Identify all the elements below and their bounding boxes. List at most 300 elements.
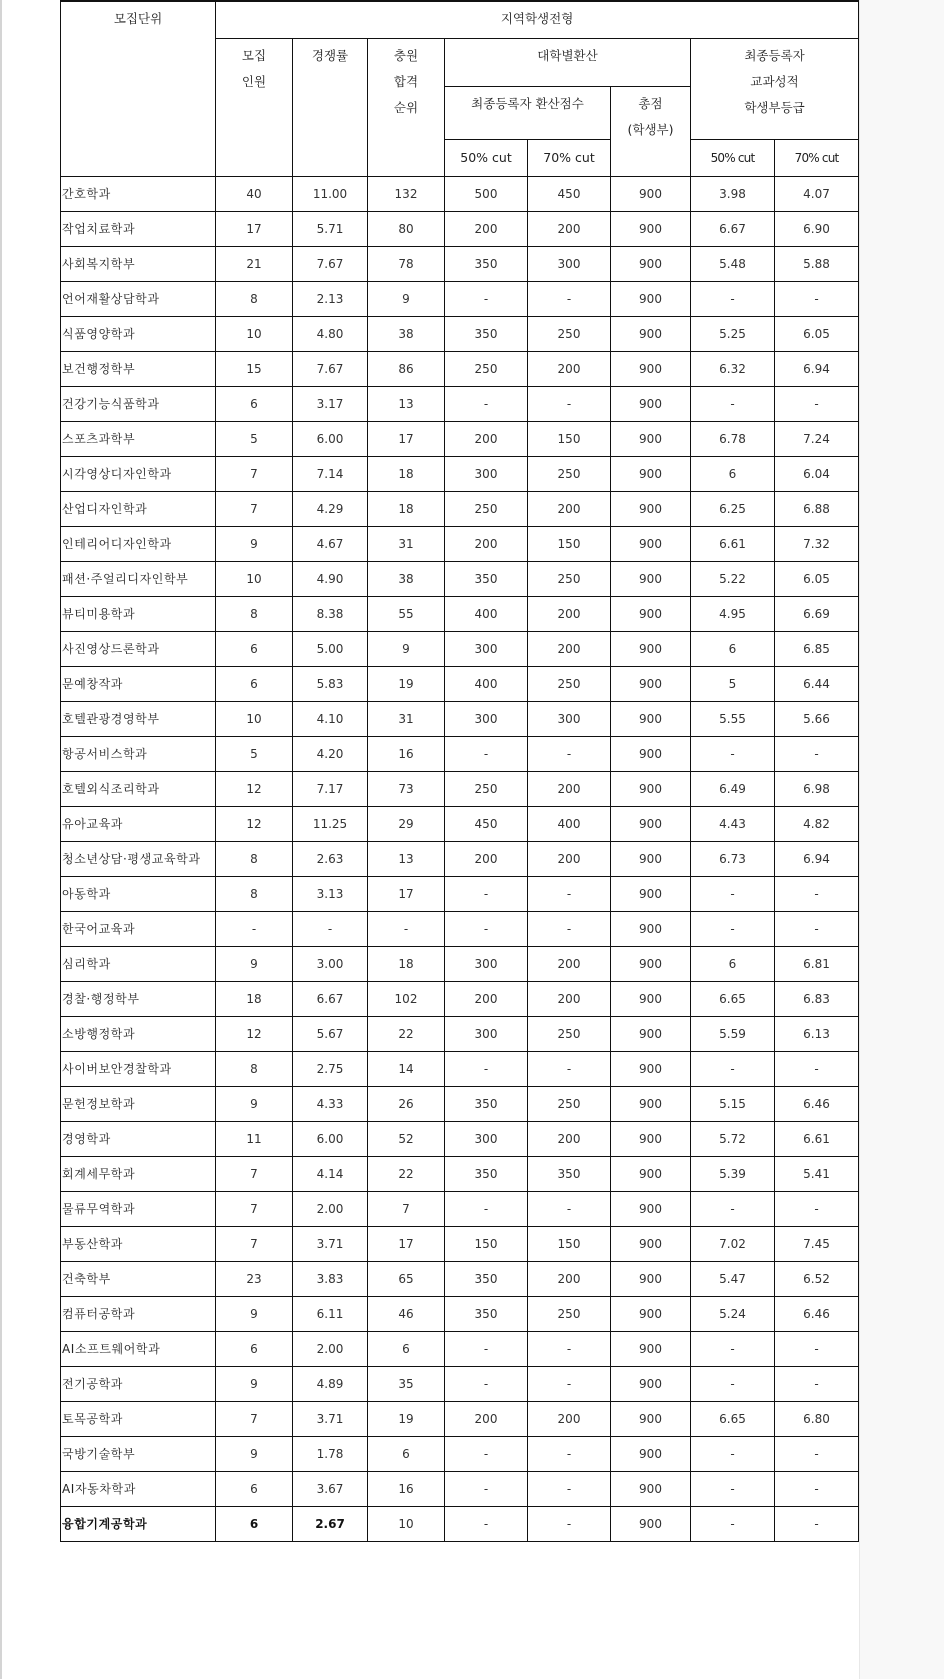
unit-name: 사이버보안경찰학과 (61, 1051, 216, 1086)
unit-name: 부동산학과 (61, 1226, 216, 1261)
quota-cell: 12 (216, 806, 293, 841)
waitlist-rank-cell: 132 (368, 176, 445, 211)
waitlist-rank-cell: 9 (368, 631, 445, 666)
grade-cut70-cell: 6.80 (775, 1401, 859, 1436)
conv-cut70-cell: - (528, 1506, 611, 1541)
total-score-cell: 900 (611, 1261, 691, 1296)
unit-name: 뷰티미용학과 (61, 596, 216, 631)
conv-cut50-cell: 200 (445, 981, 528, 1016)
grade-cut50-cell: - (691, 1366, 775, 1401)
unit-name: 건축학부 (61, 1261, 216, 1296)
waitlist-rank-cell: 29 (368, 806, 445, 841)
total-score-cell: 900 (611, 981, 691, 1016)
table-row (61, 1086, 859, 1121)
grade-cut70-cell: - (775, 1506, 859, 1541)
grade-cut70-cell: - (775, 1366, 859, 1401)
conv-cut50-cell: - (445, 1191, 528, 1226)
table-row (61, 911, 859, 946)
grade-cut50-cell: 3.98 (691, 176, 775, 211)
unit-name: 한국어교육과 (61, 911, 216, 946)
quota-cell: 9 (216, 1436, 293, 1471)
total-score-cell: 900 (611, 526, 691, 561)
conv-cut70-cell: 200 (528, 1261, 611, 1296)
conv-cut50-cell: 200 (445, 421, 528, 456)
table-row (61, 246, 859, 281)
total-score-cell: 900 (611, 806, 691, 841)
conv-cut70-cell: 200 (528, 211, 611, 246)
conv-cut70-cell: 250 (528, 666, 611, 701)
quota-cell: 7 (216, 1191, 293, 1226)
waitlist-rank-cell: 19 (368, 666, 445, 701)
quota-cell: 6 (216, 1471, 293, 1506)
conv-cut50-cell: 350 (445, 1296, 528, 1331)
grade-cut50-cell: - (691, 1506, 775, 1541)
header-unit: 모집단위 (61, 1, 216, 176)
conv-cut50-cell: 300 (445, 946, 528, 981)
grade-cut70-cell: 6.98 (775, 771, 859, 806)
conv-cut70-cell: 200 (528, 946, 611, 981)
table-row (61, 666, 859, 701)
competition-cell: 5.67 (293, 1016, 368, 1051)
unit-name: 인테리어디자인학과 (61, 526, 216, 561)
conv-cut50-cell: 200 (445, 841, 528, 876)
quota-cell: 7 (216, 491, 293, 526)
grade-cut50-cell: - (691, 1191, 775, 1226)
grade-cut50-cell: 6.61 (691, 526, 775, 561)
waitlist-rank-cell: 38 (368, 316, 445, 351)
unit-name: 물류무역학과 (61, 1191, 216, 1226)
competition-cell: 4.33 (293, 1086, 368, 1121)
unit-name: 문예창작과 (61, 666, 216, 701)
grade-cut70-cell: 6.81 (775, 946, 859, 981)
total-score-cell: 900 (611, 736, 691, 771)
competition-cell: 4.20 (293, 736, 368, 771)
waitlist-rank-cell: 73 (368, 771, 445, 806)
unit-name: 아동학과 (61, 876, 216, 911)
table-row (61, 281, 859, 316)
table-row (61, 1121, 859, 1156)
table-row (61, 561, 859, 596)
conv-cut70-cell: 250 (528, 1016, 611, 1051)
grade-cut50-cell: - (691, 1331, 775, 1366)
conv-cut70-cell: 200 (528, 981, 611, 1016)
quota-cell: 15 (216, 351, 293, 386)
header-quota: 모집 인원 (216, 38, 293, 176)
conv-cut70-cell: - (528, 1191, 611, 1226)
grade-cut70-cell: - (775, 1051, 859, 1086)
grade-cut70-cell: 5.41 (775, 1156, 859, 1191)
grade-cut70-cell: 6.46 (775, 1086, 859, 1121)
total-score-cell: 900 (611, 771, 691, 806)
table-row (61, 1331, 859, 1366)
grade-cut70-cell: 6.94 (775, 841, 859, 876)
conv-cut70-cell: 200 (528, 351, 611, 386)
competition-cell: 2.00 (293, 1191, 368, 1226)
grade-cut70-cell: 7.45 (775, 1226, 859, 1261)
grade-cut70-cell: - (775, 1191, 859, 1226)
grade-cut70-cell: 5.66 (775, 701, 859, 736)
competition-cell: 6.00 (293, 421, 368, 456)
unit-name: 스포츠과학부 (61, 421, 216, 456)
unit-name: 전기공학과 (61, 1366, 216, 1401)
total-score-cell: 900 (611, 1366, 691, 1401)
competition-cell: 2.13 (293, 281, 368, 316)
header-group: 지역학생전형 (216, 1, 859, 38)
grade-cut50-cell: 5 (691, 666, 775, 701)
conv-cut50-cell: - (445, 876, 528, 911)
quota-cell: - (216, 911, 293, 946)
grade-cut50-cell: - (691, 386, 775, 421)
unit-name: 호텔관광경영학부 (61, 701, 216, 736)
competition-cell: 3.17 (293, 386, 368, 421)
unit-name: AI소프트웨어학과 (61, 1331, 216, 1366)
quota-cell: 6 (216, 1331, 293, 1366)
waitlist-rank-cell: 18 (368, 456, 445, 491)
grade-cut50-cell: 5.55 (691, 701, 775, 736)
table-row (61, 981, 859, 1016)
competition-cell: 4.89 (293, 1366, 368, 1401)
quota-cell: 7 (216, 1156, 293, 1191)
waitlist-rank-cell: 55 (368, 596, 445, 631)
competition-cell: 3.13 (293, 876, 368, 911)
conv-cut50-cell: 300 (445, 1016, 528, 1051)
competition-cell: 11.00 (293, 176, 368, 211)
grade-cut50-cell: 6.73 (691, 841, 775, 876)
conv-cut70-cell: 200 (528, 1121, 611, 1156)
grade-cut50-cell: 4.43 (691, 806, 775, 841)
grade-cut50-cell: 6.32 (691, 351, 775, 386)
conv-cut50-cell: 250 (445, 351, 528, 386)
waitlist-rank-cell: 17 (368, 421, 445, 456)
grade-cut50-cell: - (691, 281, 775, 316)
waitlist-rank-cell: 35 (368, 1366, 445, 1401)
waitlist-rank-cell: 19 (368, 1401, 445, 1436)
waitlist-rank-cell: 52 (368, 1121, 445, 1156)
quota-cell: 10 (216, 316, 293, 351)
conv-cut50-cell: - (445, 1331, 528, 1366)
total-score-cell: 900 (611, 281, 691, 316)
table-row (61, 1191, 859, 1226)
table-row (61, 841, 859, 876)
competition-cell: 2.67 (293, 1506, 368, 1541)
grade-cut50-cell: - (691, 1471, 775, 1506)
competition-cell: 4.10 (293, 701, 368, 736)
unit-name: 패션·주얼리디자인학부 (61, 561, 216, 596)
table-body (61, 176, 859, 1541)
unit-name: 사진영상드론학과 (61, 631, 216, 666)
quota-cell: 8 (216, 1051, 293, 1086)
table-row (61, 1366, 859, 1401)
unit-name: 경찰·행정학부 (61, 981, 216, 1016)
total-score-cell: 900 (611, 1401, 691, 1436)
table-row (61, 1261, 859, 1296)
conv-cut70-cell: - (528, 1331, 611, 1366)
competition-cell: 4.14 (293, 1156, 368, 1191)
unit-name: 심리학과 (61, 946, 216, 981)
grade-cut50-cell: 5.39 (691, 1156, 775, 1191)
conv-cut50-cell: - (445, 386, 528, 421)
waitlist-rank-cell: 13 (368, 386, 445, 421)
waitlist-rank-cell: 31 (368, 526, 445, 561)
grade-cut70-cell: 4.07 (775, 176, 859, 211)
competition-cell: 4.90 (293, 561, 368, 596)
table-row (61, 1471, 859, 1506)
total-score-cell: 900 (611, 911, 691, 946)
grade-cut50-cell: 5.47 (691, 1261, 775, 1296)
total-score-cell: 900 (611, 386, 691, 421)
conv-cut70-cell: - (528, 876, 611, 911)
quota-cell: 10 (216, 701, 293, 736)
conv-cut70-cell: - (528, 911, 611, 946)
grade-cut50-cell: 5.24 (691, 1296, 775, 1331)
waitlist-rank-cell: 22 (368, 1156, 445, 1191)
competition-cell: 7.14 (293, 456, 368, 491)
table-row (61, 876, 859, 911)
waitlist-rank-cell: 22 (368, 1016, 445, 1051)
conv-cut70-cell: 250 (528, 316, 611, 351)
grade-cut70-cell: 6.90 (775, 211, 859, 246)
unit-name: 건강기능식품학과 (61, 386, 216, 421)
waitlist-rank-cell: 26 (368, 1086, 445, 1121)
conv-cut50-cell: - (445, 1506, 528, 1541)
waitlist-rank-cell: 38 (368, 561, 445, 596)
quota-cell: 8 (216, 876, 293, 911)
grade-cut70-cell: 6.83 (775, 981, 859, 1016)
table-row (61, 526, 859, 561)
table-row (61, 596, 859, 631)
total-score-cell: 900 (611, 351, 691, 386)
conv-cut70-cell: 200 (528, 596, 611, 631)
total-score-cell: 900 (611, 841, 691, 876)
total-score-cell: 900 (611, 1156, 691, 1191)
conv-cut70-cell: 350 (528, 1156, 611, 1191)
grade-cut50-cell: 4.95 (691, 596, 775, 631)
conv-cut50-cell: 200 (445, 211, 528, 246)
grade-cut50-cell: - (691, 911, 775, 946)
total-score-cell: 900 (611, 1086, 691, 1121)
unit-name: 유아교육과 (61, 806, 216, 841)
waitlist-rank-cell: 17 (368, 1226, 445, 1261)
waitlist-rank-cell: - (368, 911, 445, 946)
grade-cut70-cell: 6.05 (775, 316, 859, 351)
grade-cut70-cell: - (775, 1471, 859, 1506)
conv-cut70-cell: 400 (528, 806, 611, 841)
conv-cut70-cell: 250 (528, 456, 611, 491)
grade-cut70-cell: - (775, 876, 859, 911)
competition-cell: 6.00 (293, 1121, 368, 1156)
conv-cut50-cell: 300 (445, 456, 528, 491)
waitlist-rank-cell: 6 (368, 1331, 445, 1366)
conv-cut50-cell: 350 (445, 246, 528, 281)
unit-name: 문헌정보학과 (61, 1086, 216, 1121)
quota-cell: 9 (216, 1366, 293, 1401)
header-total-score: 총점 (학생부) (611, 86, 691, 176)
table-row (61, 1296, 859, 1331)
waitlist-rank-cell: 7 (368, 1191, 445, 1226)
conv-cut50-cell: 200 (445, 1401, 528, 1436)
table-row (61, 631, 859, 666)
table-row (61, 701, 859, 736)
total-score-cell: 900 (611, 666, 691, 701)
conv-cut70-cell: 250 (528, 1296, 611, 1331)
grade-cut50-cell: - (691, 876, 775, 911)
competition-cell: 4.80 (293, 316, 368, 351)
total-score-cell: 900 (611, 1016, 691, 1051)
grade-cut70-cell: - (775, 386, 859, 421)
waitlist-rank-cell: 9 (368, 281, 445, 316)
conv-cut50-cell: 350 (445, 316, 528, 351)
grade-cut50-cell: 6.25 (691, 491, 775, 526)
waitlist-rank-cell: 65 (368, 1261, 445, 1296)
competition-cell: 3.71 (293, 1226, 368, 1261)
table-row (61, 946, 859, 981)
grade-cut70-cell: 6.52 (775, 1261, 859, 1296)
grade-cut70-cell: 6.46 (775, 1296, 859, 1331)
conv-cut70-cell: 200 (528, 631, 611, 666)
waitlist-rank-cell: 16 (368, 736, 445, 771)
conv-cut70-cell: - (528, 1366, 611, 1401)
total-score-cell: 900 (611, 946, 691, 981)
waitlist-rank-cell: 10 (368, 1506, 445, 1541)
conv-cut50-cell: 350 (445, 1156, 528, 1191)
conv-cut70-cell: 200 (528, 491, 611, 526)
conv-cut70-cell: 300 (528, 246, 611, 281)
waitlist-rank-cell: 31 (368, 701, 445, 736)
unit-name: 국방기술학부 (61, 1436, 216, 1471)
total-score-cell: 900 (611, 421, 691, 456)
grade-cut50-cell: - (691, 1051, 775, 1086)
total-score-cell: 900 (611, 1051, 691, 1086)
header-waitlist-rank: 충원 합격 순위 (368, 38, 445, 176)
competition-cell: 1.78 (293, 1436, 368, 1471)
grade-cut70-cell: 6.94 (775, 351, 859, 386)
conv-cut50-cell: 500 (445, 176, 528, 211)
grade-cut50-cell: 6.67 (691, 211, 775, 246)
conv-cut70-cell: 150 (528, 526, 611, 561)
grade-cut50-cell: 6.65 (691, 1401, 775, 1436)
conv-cut50-cell: - (445, 1366, 528, 1401)
total-score-cell: 900 (611, 1191, 691, 1226)
conv-cut50-cell: - (445, 1051, 528, 1086)
total-score-cell: 900 (611, 176, 691, 211)
unit-name: 항공서비스학과 (61, 736, 216, 771)
table-row (61, 176, 859, 211)
conv-cut70-cell: 200 (528, 841, 611, 876)
unit-name: 경영학과 (61, 1121, 216, 1156)
competition-cell: 2.75 (293, 1051, 368, 1086)
unit-name: 토목공학과 (61, 1401, 216, 1436)
total-score-cell: 900 (611, 1436, 691, 1471)
quota-cell: 9 (216, 1296, 293, 1331)
unit-name: 식품영양학과 (61, 316, 216, 351)
conv-cut50-cell: 350 (445, 1086, 528, 1121)
grade-cut70-cell: 6.44 (775, 666, 859, 701)
grade-cut50-cell: 6 (691, 631, 775, 666)
conv-cut70-cell: 450 (528, 176, 611, 211)
waitlist-rank-cell: 17 (368, 876, 445, 911)
competition-cell: 4.29 (293, 491, 368, 526)
total-score-cell: 900 (611, 1331, 691, 1366)
page-right-margin (859, 0, 944, 1679)
unit-name: 시각영상디자인학과 (61, 456, 216, 491)
waitlist-rank-cell: 46 (368, 1296, 445, 1331)
waitlist-rank-cell: 13 (368, 841, 445, 876)
total-score-cell: 900 (611, 701, 691, 736)
grade-cut70-cell: 6.85 (775, 631, 859, 666)
unit-name: 언어재활상담학과 (61, 281, 216, 316)
quota-cell: 6 (216, 666, 293, 701)
conv-cut50-cell: 250 (445, 491, 528, 526)
quota-cell: 8 (216, 841, 293, 876)
unit-name: 보건행정학부 (61, 351, 216, 386)
competition-cell: 6.67 (293, 981, 368, 1016)
competition-cell: 3.83 (293, 1261, 368, 1296)
grade-cut50-cell: 5.22 (691, 561, 775, 596)
waitlist-rank-cell: 102 (368, 981, 445, 1016)
table-row (61, 1401, 859, 1436)
grade-cut70-cell: - (775, 736, 859, 771)
total-score-cell: 900 (611, 1121, 691, 1156)
table-row (61, 1016, 859, 1051)
competition-cell: 7.67 (293, 246, 368, 281)
grade-cut50-cell: 6 (691, 456, 775, 491)
grade-cut70-cell: - (775, 911, 859, 946)
conv-cut50-cell: 250 (445, 771, 528, 806)
table-row (61, 1226, 859, 1261)
quota-cell: 6 (216, 631, 293, 666)
total-score-cell: 900 (611, 456, 691, 491)
conv-cut50-cell: - (445, 1471, 528, 1506)
unit-name: 융합기계공학과 (61, 1506, 216, 1541)
conv-cut70-cell: 200 (528, 1401, 611, 1436)
total-score-cell: 900 (611, 1296, 691, 1331)
conv-cut50-cell: 300 (445, 631, 528, 666)
conv-cut70-cell: - (528, 281, 611, 316)
waitlist-rank-cell: 86 (368, 351, 445, 386)
grade-cut50-cell: - (691, 1436, 775, 1471)
table-row (61, 1506, 859, 1541)
conv-cut50-cell: 200 (445, 526, 528, 561)
total-score-cell: 900 (611, 246, 691, 281)
table-row (61, 736, 859, 771)
grade-cut70-cell: 5.88 (775, 246, 859, 281)
conv-cut70-cell: 200 (528, 771, 611, 806)
table-row (61, 771, 859, 806)
unit-name: 청소년상담·평생교육학과 (61, 841, 216, 876)
quota-cell: 21 (216, 246, 293, 281)
grade-cut50-cell: 5.15 (691, 1086, 775, 1121)
unit-name: 호텔외식조리학과 (61, 771, 216, 806)
competition-cell: 3.67 (293, 1471, 368, 1506)
competition-cell: - (293, 911, 368, 946)
total-score-cell: 900 (611, 211, 691, 246)
competition-cell: 5.00 (293, 631, 368, 666)
waitlist-rank-cell: 14 (368, 1051, 445, 1086)
grade-cut50-cell: 6 (691, 946, 775, 981)
table-row (61, 456, 859, 491)
grade-cut70-cell: 4.82 (775, 806, 859, 841)
quota-cell: 17 (216, 211, 293, 246)
unit-name: 간호학과 (61, 176, 216, 211)
grade-cut70-cell: 7.32 (775, 526, 859, 561)
unit-name: 사회복지학부 (61, 246, 216, 281)
conv-cut70-cell: 250 (528, 561, 611, 596)
table-row (61, 1156, 859, 1191)
grade-cut70-cell: 6.13 (775, 1016, 859, 1051)
competition-cell: 11.25 (293, 806, 368, 841)
conv-cut50-cell: 300 (445, 701, 528, 736)
grade-cut70-cell: 6.69 (775, 596, 859, 631)
